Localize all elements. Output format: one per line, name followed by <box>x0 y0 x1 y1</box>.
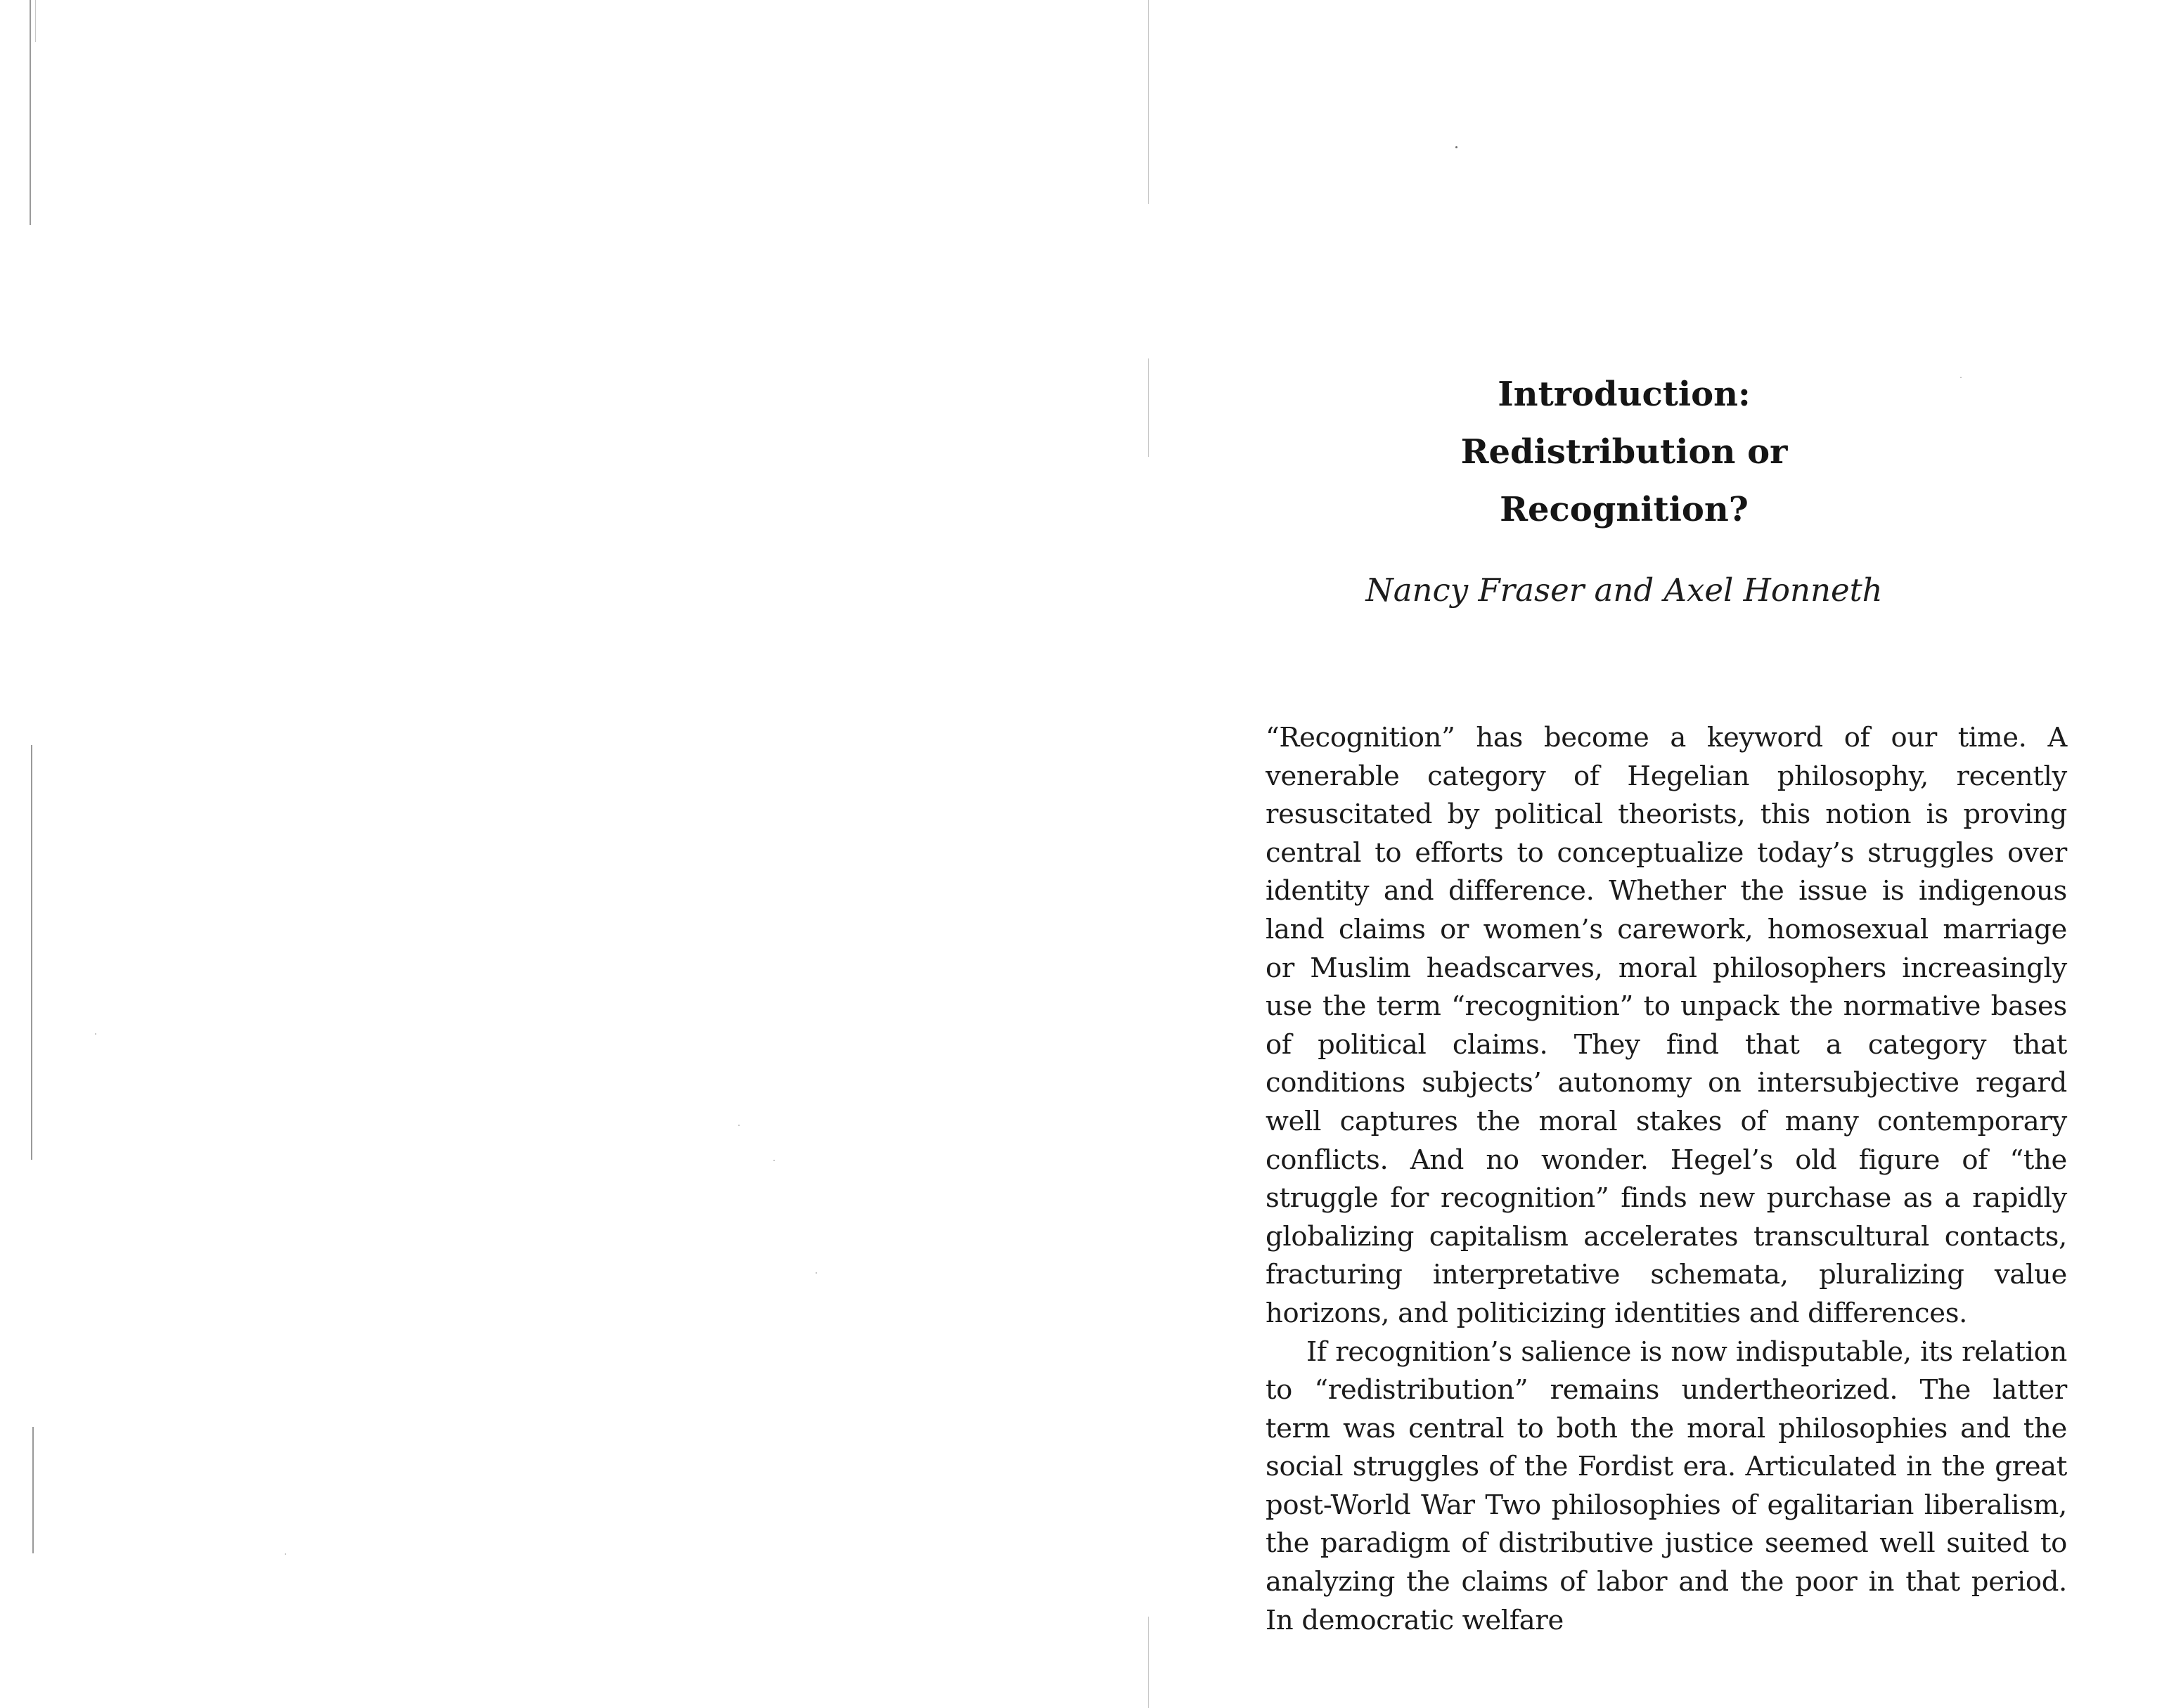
body-text <box>1266 719 2067 1640</box>
chapter-authors: Nancy Fraser and Axel Honneth <box>1365 571 1883 609</box>
scan-speck <box>95 1033 96 1035</box>
scan-edge-line <box>31 745 32 1160</box>
scan-speck <box>1960 377 1962 378</box>
right-page <box>1139 0 2169 1707</box>
chapter-heading <box>1364 365 1884 610</box>
scan-speck <box>738 1125 740 1126</box>
chapter-title-line-2: Redistribution or Recognition? <box>1460 432 1788 529</box>
scan-speck <box>1455 146 1457 148</box>
chapter-title-line-1: Introduction: <box>1498 375 1751 414</box>
scan-edge-line <box>30 0 31 225</box>
scan-speck <box>773 1160 775 1161</box>
paragraph-1: “Recognition” has become a keyword of our time. A venerable category of Hegelian philosophy, recently resuscitated by political theorists, this notion is proving central to efforts to conceptualize today’s struggles over identity and difference. Whether the issue is indigenous land claims or women’s carework, homosexual marriage or Muslim headscarves, moral philosophers increasingly use the term “recognition” to unpack the normative bases of political claims. They find that a category that conditions subjects’ autonomy on intersubjective regard well captures the moral stakes of many contemporary conflicts. And no wonder. Hegel’s old figure of “the struggle for recognition” finds new purchase as a rapidly globalizing capitalism accelerates transcultural contacts, fracturing interpretative schemata, pluralizing value horizons, and politicizing identities and differences. <box>1266 722 2067 1329</box>
scan-edge-line <box>35 0 36 42</box>
scan-edge-line <box>32 1427 34 1553</box>
scan-speck <box>816 1272 817 1274</box>
scan-speck <box>285 1553 286 1555</box>
chapter-title <box>1364 365 1884 538</box>
paragraph-2: If recognition’s salience is now indisputable, its relation to “redistribution” remains undertheorized. The latter term was central to both the moral philosophies and the social struggles of the Fordist era. Articulated in the great post-World War Two philosophies of egalitarian liberalism, the paradigm of distributive justice seemed well suited to analyzing the claims of labor and the poor in that period. In democratic welfare <box>1266 1335 2067 1636</box>
